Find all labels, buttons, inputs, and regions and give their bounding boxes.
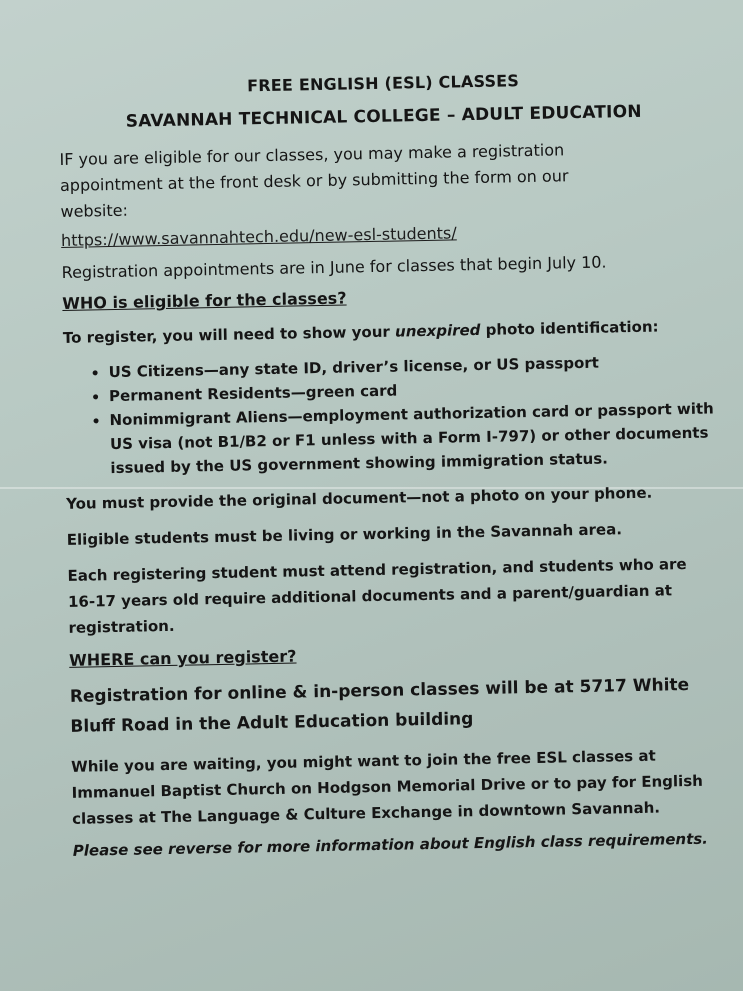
list-item: • US Citizens—any state ID, driver’s license, or US passport [108, 348, 713, 384]
list-item: • Permanent Residents—green card [109, 372, 714, 408]
registration-link: https://www.savannahtech.edu/new-esl-students/ [60, 223, 457, 250]
id-intro-emphasis: unexpired [394, 320, 481, 341]
eligibility-list [63, 348, 715, 480]
location-paragraph: Registration for online & in-person classes will be at 5717 White Bluff Road in the Adult Education building [69, 674, 690, 737]
intro-paragraph: IF you are eligible for our classes, you may make a registration appointment at the front desk or by submitting the form on our website: [59, 140, 569, 221]
list-item: • Nonimmigrant Aliens—employment authorization card or passport with US visa (not B1/B2 or F1 unless with a Form I-797) or other documents issued by the US government showing immigration status. [109, 396, 715, 480]
waiting-paragraph: While you are waiting, you might want to join the free ESL classes at Immanuel Baptist Church on Hodgson Memorial Drive or to pay for English classes at The Language & Culture Exchange in downtown Savannah. [71, 746, 704, 828]
id-intro-after: photo identification: [480, 317, 659, 339]
flyer-subtitle: SAVANNAH TECHNICAL COLLEGE – ADULT EDUCATION [125, 101, 642, 132]
who-eligible-heading: WHO is eligible for the classes? [62, 288, 347, 313]
flyer-content [58, 68, 723, 860]
where-register-heading: WHERE can you register? [68, 646, 297, 670]
flyer-title: FREE ENGLISH (ESL) CLASSES [246, 71, 520, 96]
residency-paragraph: Eligible students must be living or working in the Savannah area. [66, 520, 623, 549]
schedule-paragraph: Registration appointments are in June for classes that begin July 10. [61, 252, 607, 282]
id-intro-before: To register, you will need to show your [62, 322, 396, 347]
reverse-note: Please see reverse for more information about English class requirements. [72, 829, 709, 860]
id-requirement-paragraph [63, 312, 713, 350]
original-document-paragraph: You must provide the original document—not a photo on your phone. [65, 483, 653, 513]
attendance-paragraph: Each registering student must attend registration, and students who are 16-17 years old require additional documents and a parent/guardian at registration. [67, 555, 687, 637]
